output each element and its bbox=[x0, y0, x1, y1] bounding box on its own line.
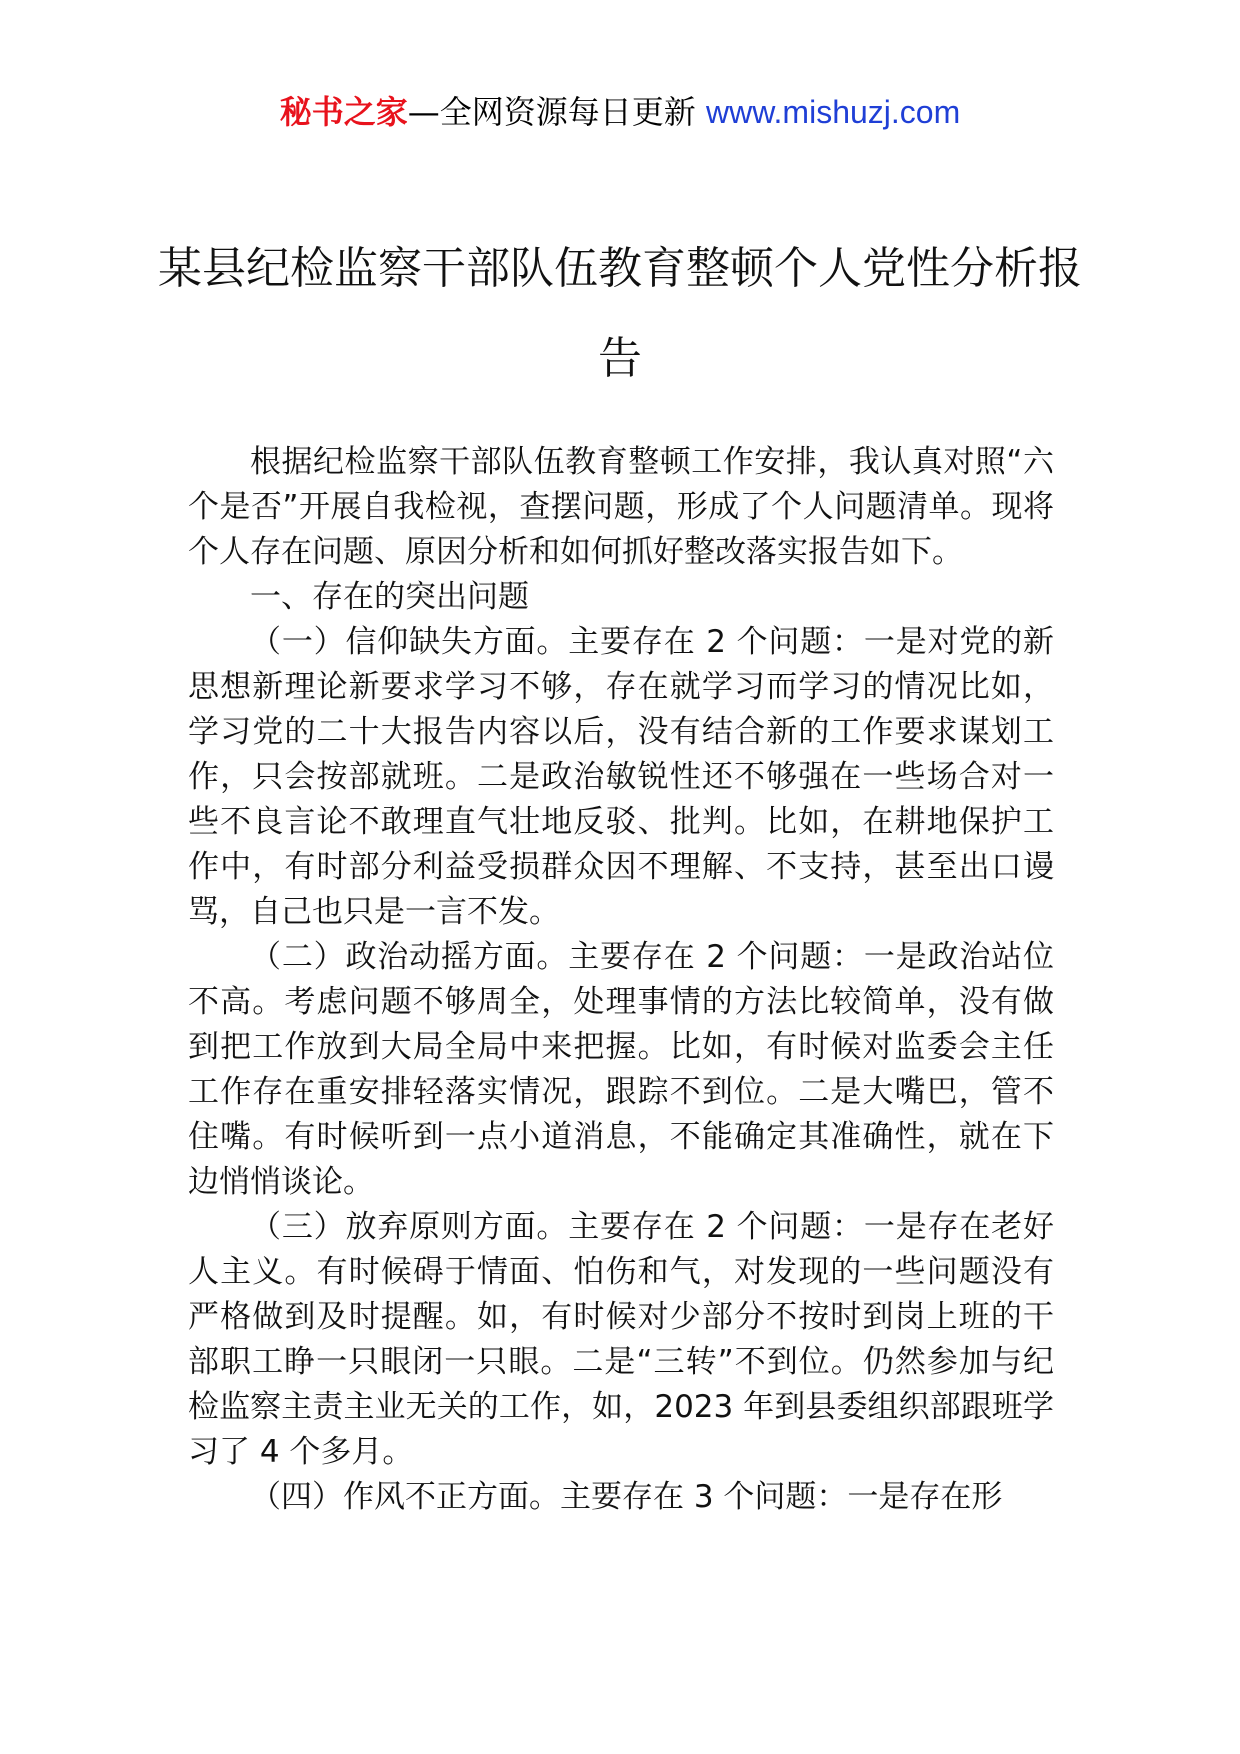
site-tagline: —全网资源每日更新 bbox=[407, 93, 706, 131]
site-brand: 秘书之家 bbox=[279, 93, 408, 131]
section-heading: 一、存在的突出问题 bbox=[250, 579, 529, 615]
site-url[interactable]: www.mishuzj.com bbox=[705, 94, 961, 130]
paragraph-item-2: （二）政治动摇方面。主要存在 2 个问题：一是政治站位不高。考虑问题不够周全，处理事情的方法比较简单，没有做到把工作放到大局全局中来把握。比如，有时候对监委会主任工作存在重安排轻落实情况，跟踪不到位。二是大嘴巴，管不住嘴。有时候听到一点小道消息，不能确定其准确性，就在下边悄悄谈论。 bbox=[188, 939, 1054, 1200]
paragraph-intro: 根据纪检监察干部队伍教育整顿工作安排，我认真对照“六个是否”开展自我检视，查摆问题，形成了个人问题清单。现将个人存在问题、原因分析和如何抓好整改落实报告如下。 bbox=[188, 444, 1054, 570]
paragraph-item-4: （四）作风不正方面。主要存在 3 个问题：一是存在形 bbox=[250, 1479, 1003, 1515]
site-header bbox=[0, 92, 1240, 132]
paragraph-item-1: （一）信仰缺失方面。主要存在 2 个问题：一是对党的新思想新理论新要求学习不够，存在就学习而学习的情况比如，学习党的二十大报告内容以后，没有结合新的工作要求谋划工作，只会按部就班。二是政治敏锐性还不够强在一些场合对一些不良言论不敢理直气壮地反驳、批判。比如，在耕地保护工作中，有时部分利益受损群众因不理解、不支持，甚至出口谩骂，自己也只是一言不发。 bbox=[188, 624, 1054, 930]
document-body bbox=[188, 440, 1054, 1520]
document-title: 某县纪检监察干部队伍教育整顿个人党性分析报告 bbox=[158, 243, 1082, 384]
paragraph-item-3: （三）放弃原则方面。主要存在 2 个问题：一是存在老好人主义。有时候碍于情面、怕伤和气，对发现的一些问题没有严格做到及时提醒。如，有时候对少部分不按时到岗上班的干部职工睁一只眼闭一只眼。二是“三转”不到位。仍然参加与纪检监察主责主业无关的工作，如，2023 年到县委组织部跟班学习了 4 个多月。 bbox=[188, 1209, 1054, 1470]
